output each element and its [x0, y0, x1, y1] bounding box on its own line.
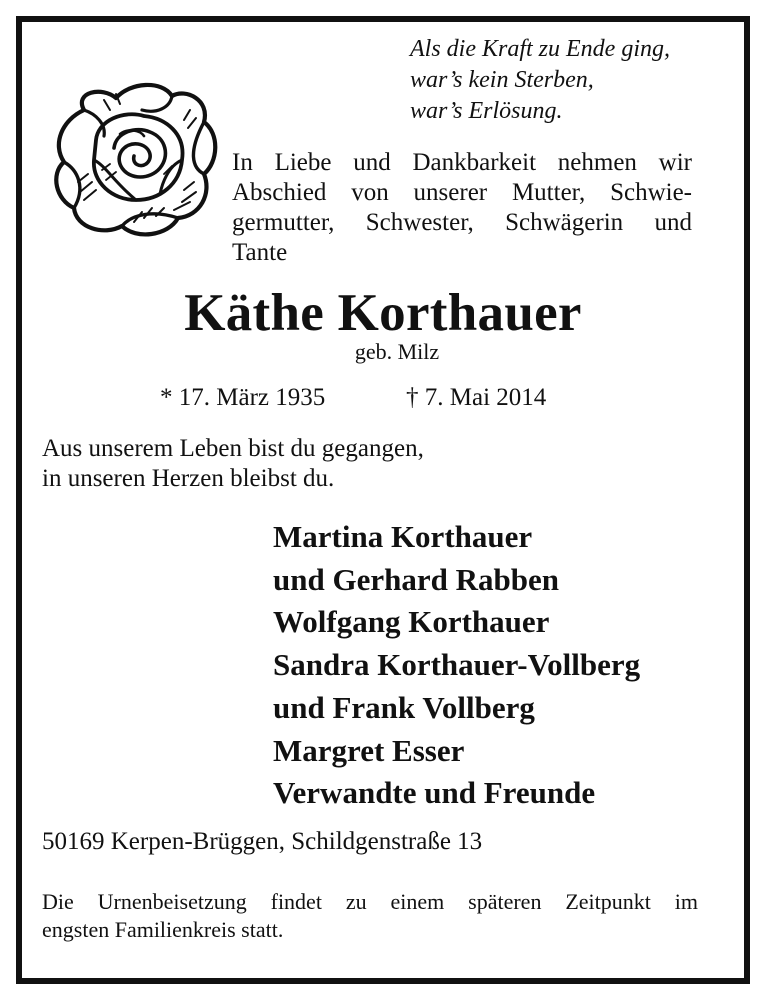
family-address: 50169 Kerpen-Brüggen, Schildgenstraße 13: [42, 828, 483, 855]
notice-line: engsten Familienkreis statt.: [42, 917, 284, 942]
verse-line: Aus unserem Leben bist du gegangen,: [42, 435, 424, 462]
poem-line: Als die Kraft zu Ende ging,: [410, 36, 670, 62]
intro-line: germutter, Schwester, Schwägerin und: [232, 209, 692, 236]
mourner-name: Martina Korthauer: [273, 519, 533, 554]
intro-line: Tante: [232, 239, 288, 266]
mourner-name: und Gerhard Rabben: [273, 561, 559, 597]
mourner-name: Sandra Korthauer-Vollberg: [273, 647, 641, 683]
mourner-name: Margret Esser: [273, 732, 465, 768]
mourner-name: und Frank Vollberg: [273, 689, 535, 725]
poem-line: war’s kein Sterben,: [410, 67, 594, 93]
notice-line: Die Urnenbeisetzung findet zu einem späteren Zeitpunkt im: [42, 889, 698, 914]
intro-text: [232, 148, 692, 268]
maiden-name: geb. Milz: [354, 339, 440, 364]
memorial-verse: [42, 434, 642, 494]
deceased-name: Käthe Korthauer: [184, 284, 582, 342]
birth-date: * 17. März 1935: [160, 384, 326, 411]
mourner-name: Wolfgang Korthauer: [273, 604, 550, 640]
death-date: † 7. Mai 2014: [406, 384, 547, 411]
poem: [410, 34, 710, 127]
mourners-list: [273, 516, 733, 815]
burial-notice: [42, 888, 698, 944]
poem-line: war’s Erlösung.: [410, 98, 563, 124]
verse-line: in unseren Herzen bleibst du.: [42, 465, 335, 492]
rose-icon: [44, 70, 224, 242]
mourner-name: Verwandte und Freunde: [273, 775, 596, 811]
intro-line: Abschied von unserer Mutter, Schwie-: [232, 179, 692, 206]
intro-line: In Liebe und Dankbarkeit nehmen wir: [232, 149, 692, 176]
